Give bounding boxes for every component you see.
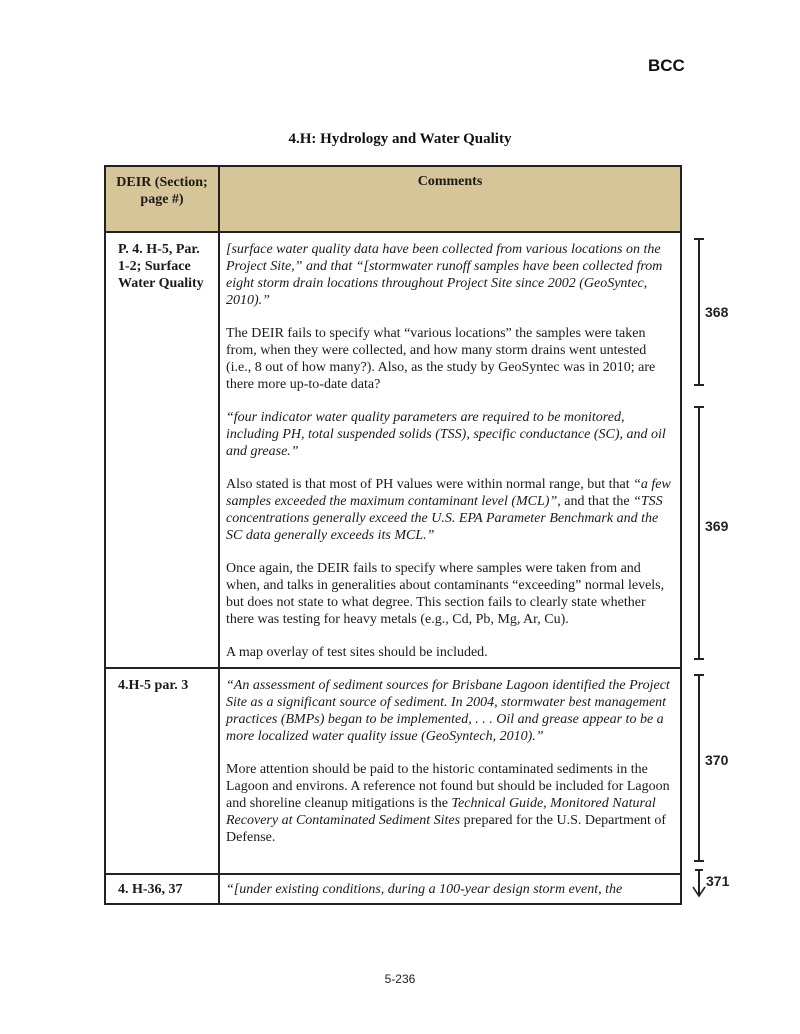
quoted-excerpt: “[under existing conditions, during a 100-year design storm event, the (226, 882, 623, 897)
comment-paragraph: The DEIR fails to specify what “various locations” the samples were taken from, when they were collected, and how many storm drains went untested (i.e., 8 out of how many?). Also, as the study by GeoSyntec was in 2010; are there more up-to-date data? (226, 326, 656, 392)
text-run: prepared for the U.S. Department of Defense. (226, 813, 667, 845)
comment-paragraph: Once again, the DEIR fails to specify where samples were taken from and when, and talks in generalities about contaminants “exceeding” normal levels, but does not state to what degree. This section fails to clearly state whether there was testing for heavy metals (e.g., Cd, Pb, Mg, Ar, Cu). (226, 561, 665, 627)
column-header-comments: Comments (219, 166, 681, 232)
column-header-deir: DEIR (Section; page #) (105, 166, 219, 232)
text-run: , and that the (557, 494, 634, 509)
reference-title: Technical Guide, Monitored Natural Recovery at Contaminated Sediment Sites (226, 796, 656, 828)
text-run: More attention should be paid to the historic contaminated sediments in the Lagoon and environs. A reference not found but should be included for Lagoon and shoreline cleanup mitigations is the (226, 762, 670, 811)
quoted-excerpt: “An assessment of sediment sources for Brisbane Lagoon identified the Project Site as a significant source of sediment. In 2004, stormwater best management practices (BMPs) began to be implemented, . . . Oil and grease appear to be a more localized water quality issue (GeoSyntech, 2010).” (226, 678, 670, 744)
comment-paragraph: A map overlay of test sites should be included. (226, 645, 488, 660)
table-row (105, 232, 681, 668)
bracket-line (698, 674, 700, 862)
comment-number: 368 (705, 304, 729, 320)
quoted-excerpt: [surface water quality data have been collected from various locations on the Project Site,” and that “[stormwater runoff samples have been collected from eight storm drain locations throughout Project Site since 2002 (GeoSyntec, 2010).” (226, 242, 663, 308)
organization-label: BCC (648, 56, 685, 75)
table-row (105, 668, 681, 874)
comment-cell (219, 232, 681, 668)
quoted-run: “a few samples exceeded the maximum contaminant level (MCL)” (226, 477, 671, 509)
bracket-line (698, 406, 700, 660)
table-row (105, 874, 681, 904)
text-run: Also stated is that most of PH values were within normal range, but that (226, 477, 634, 492)
quoted-excerpt: “four indicator water quality parameters are required to be monitored, including PH, total suspended solids (TSS), specific conductance (SC), and oil and grease.” (226, 410, 666, 459)
comment-cell (219, 874, 681, 904)
bracket-line (698, 238, 700, 386)
comment-number: 369 (705, 518, 729, 534)
section-reference: P. 4. H-5, Par. 1-2; Surface Water Quality (105, 232, 219, 668)
page-number: 5-236 (384, 972, 416, 986)
section-reference: 4.H-5 par. 3 (105, 668, 219, 874)
comments-table (104, 165, 682, 905)
quoted-run: “TSS concentrations generally exceed the U.S. EPA Parameter Benchmark and the SC data generally exceeds its MCL.” (226, 494, 663, 543)
section-reference: 4. H-36, 37 (105, 874, 219, 904)
comment-paragraph (226, 476, 672, 544)
comment-cell (219, 668, 681, 874)
table-header-row (105, 166, 681, 232)
section-title: 4.H: Hydrology and Water Quality (288, 131, 512, 147)
comment-paragraph (226, 761, 672, 846)
comment-number: 370 (705, 752, 729, 768)
comment-number: 371 (706, 873, 730, 889)
